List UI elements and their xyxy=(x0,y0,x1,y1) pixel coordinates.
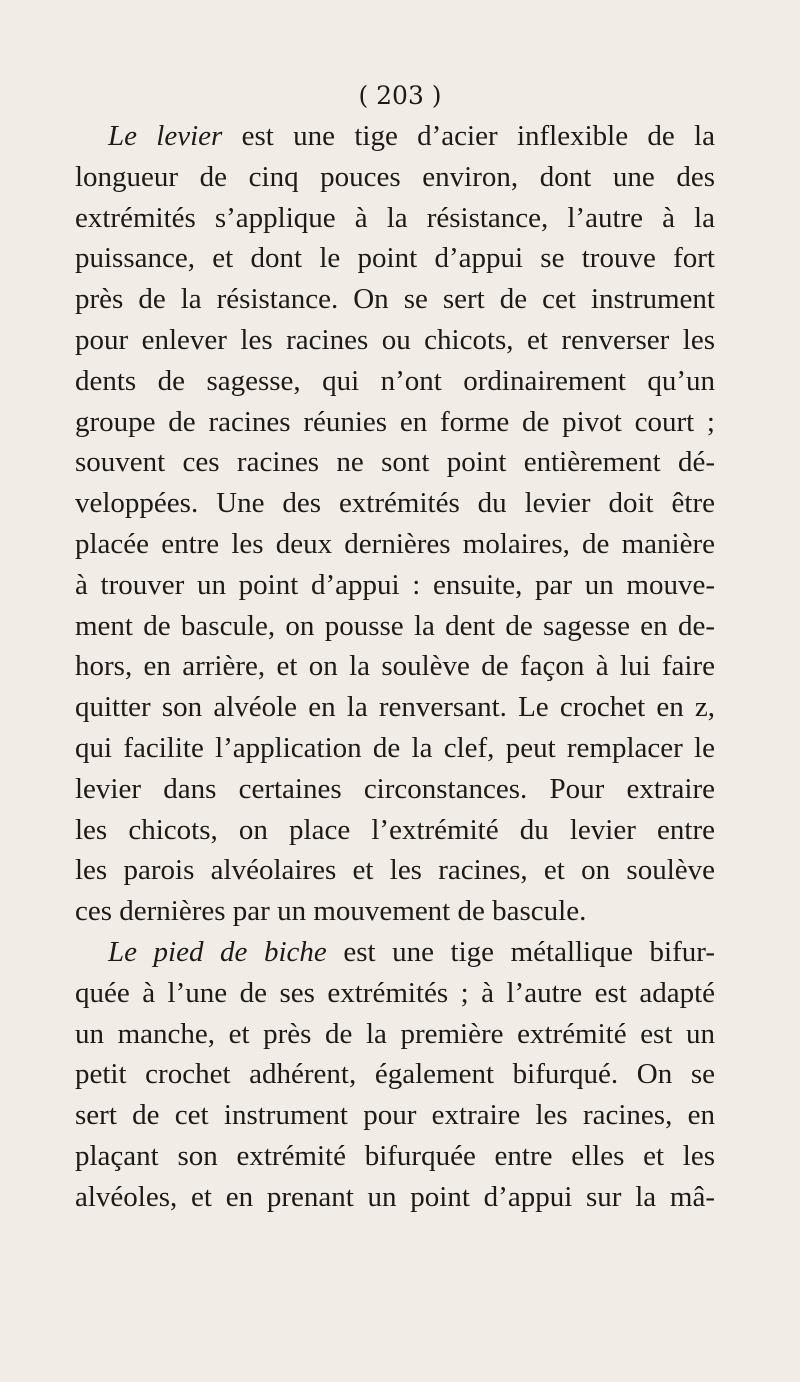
term-levier: Le levier xyxy=(108,120,223,152)
text-line: qui facilite l’application de la clef, peut remplacer le xyxy=(75,731,715,764)
text-line: quée à l’une de ses extrémités ; à l’autre est adapté xyxy=(75,976,715,1009)
text-line: alvéoles, et en prenant un point d’appui sur la mâ- xyxy=(75,1180,715,1213)
text-line: les chicots, on place l’extrémité du levier entre xyxy=(75,813,715,846)
text-line: hors, en arrière, et on la soulève de façon à lui faire xyxy=(75,650,715,683)
body-text xyxy=(75,116,715,1218)
term-pied-de-biche: Le pied de biche xyxy=(108,935,327,968)
text-line: les parois alvéolaires et les racines, et on soulève xyxy=(75,854,715,887)
text-line: dents de sagesse, qui n’ont ordinairement qu’un xyxy=(75,364,715,397)
text-line: veloppées. Une des extrémités du levier doit être xyxy=(75,487,715,520)
text-line: ces dernières par un mouvement de bascule. xyxy=(75,895,587,928)
text-line: à trouver un point d’appui : ensuite, par un mouve- xyxy=(75,568,715,601)
text-line: petit crochet adhérent, également bifurqué. On se xyxy=(75,1058,715,1091)
text-line: placée entre les deux dernières molaires, de manière xyxy=(75,527,715,560)
text-line: pour enlever les racines ou chicots, et renverser les xyxy=(75,323,715,356)
text-line: ment de bascule, on pousse la dent de sagesse en de- xyxy=(75,609,715,642)
text-line: un manche, et près de la première extrémité est un xyxy=(75,1017,715,1050)
text-line: souvent ces racines ne sont point entièrement dé- xyxy=(75,446,715,479)
page-number: ( 203 ) xyxy=(358,81,442,110)
text-line: longueur de cinq pouces environ, dont une des xyxy=(75,160,715,193)
text-line: Le pied de biche est une tige métallique bifur- xyxy=(108,935,715,968)
text-line: groupe de racines réunies en forme de pivot court ; xyxy=(75,405,715,438)
text-line: puissance, et dont le point d’appui se trouve fort xyxy=(75,242,715,275)
text-line: Le levier est une tige d’acier inflexible de la xyxy=(108,120,715,152)
text-line: près de la résistance. On se sert de cet instrument xyxy=(75,283,715,316)
text-line: sert de cet instrument pour extraire les racines, en xyxy=(75,1099,715,1132)
text-line: levier dans certaines circonstances. Pour extraire xyxy=(75,772,715,805)
text-line: quitter son alvéole en la renversant. Le crochet en z, xyxy=(75,691,715,724)
text-line: plaçant son extrémité bifurquée entre elles et les xyxy=(75,1139,715,1172)
text-line: extrémités s’applique à la résistance, l’autre à la xyxy=(75,201,715,234)
